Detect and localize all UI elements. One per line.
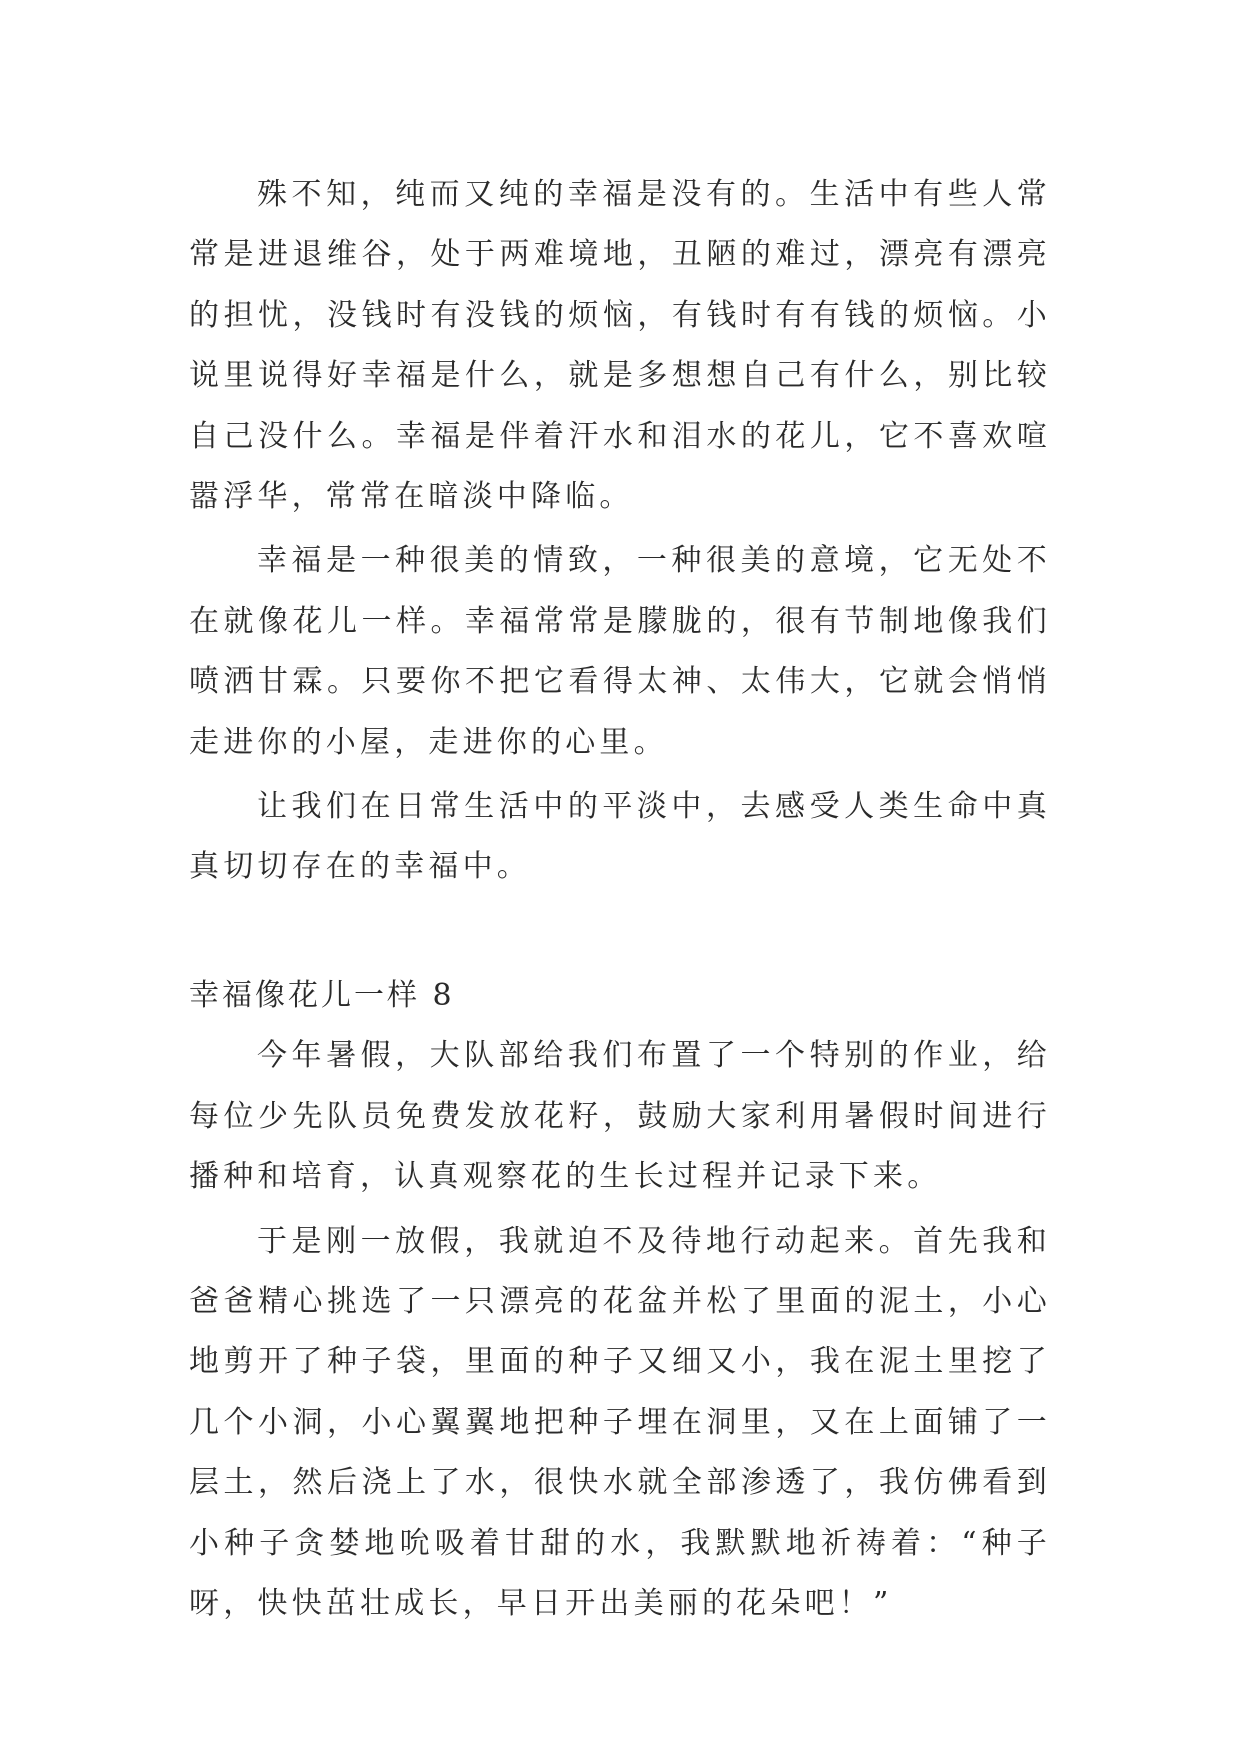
paragraph: 让我们在日常生活中的平淡中，去感受人类生命中真真切切存在的幸福中。 [189, 789, 1051, 885]
paragraph: 幸福是一种很美的情致，一种很美的意境，它无处不在就像花儿一样。幸福常常是朦胧的，很有节制地像我们喷洒甘霖。只要你不把它看得太神、太伟大，它就会悄悄走进你的小屋，走进你的心里。 [189, 543, 1051, 760]
section-heading: 幸福像花儿一样 8 [189, 977, 455, 1013]
paragraph: 于是刚一放假，我就迫不及待地行动起来。首先我和爸爸精心挑选了一只漂亮的花盆并松了里面的泥土，小心地剪开了种子袋，里面的种子又细又小，我在泥土里挖了几个小洞，小心翼翼地把种子埋在洞里，又在上面铺了一层土，然后浇上了水，很快水就全部渗透了，我仿佛看到小种子贪婪地吮吸着甘甜的水，我默默地祈祷着：“种子呀，快快茁壮成长，早日开出美丽的花朵吧！” [189, 1223, 1051, 1621]
paragraph: 今年暑假，大队部给我们布置了一个特别的作业，给每位少先队员免费发放花籽，鼓励大家利用暑假时间进行播种和培育，认真观察花的生长过程并记录下来。 [189, 1038, 1051, 1195]
document-body [189, 165, 1051, 1634]
section-spacer [189, 898, 1051, 966]
paragraph: 殊不知，纯而又纯的幸福是没有的。生活中有些人常常是进退维谷，处于两难境地，丑陋的难过，漂亮有漂亮的担忧，没钱时有没钱的烦恼，有钱时有有钱的烦恼。小说里说得好幸福是什么，就是多想想自己有什么，别比较自己没什么。幸福是伴着汗水和泪水的花儿，它不喜欢喧嚣浮华，常常在暗淡中降临。 [189, 177, 1051, 515]
